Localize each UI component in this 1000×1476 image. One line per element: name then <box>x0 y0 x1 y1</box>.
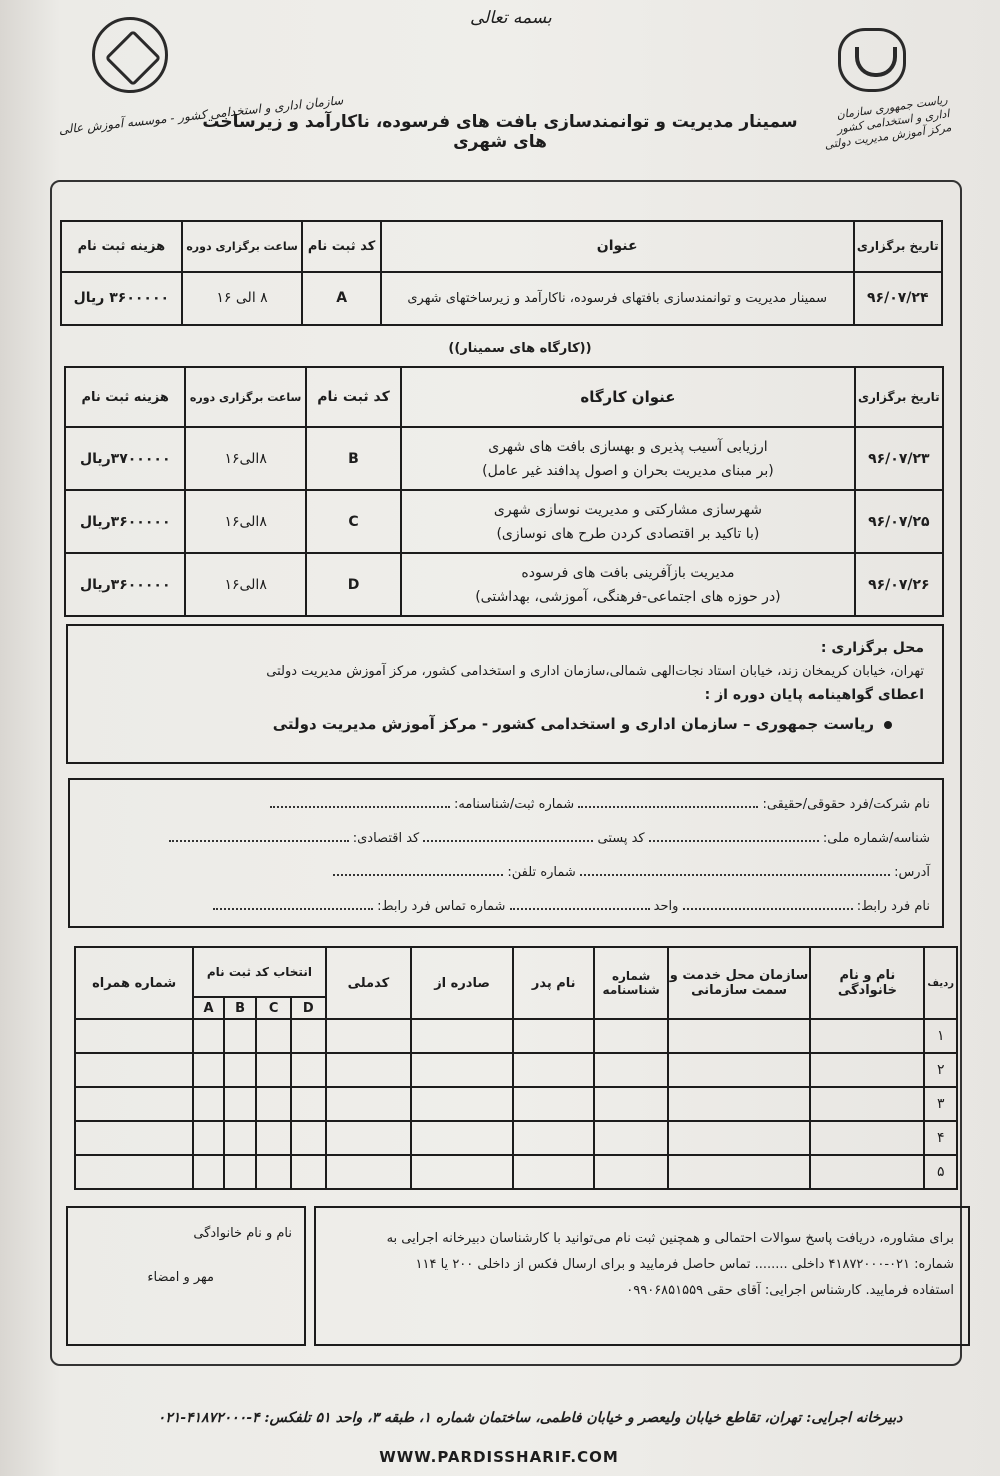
header-title: عنوان <box>381 221 854 272</box>
header-full-name: نام و نام خانوادگی <box>810 947 924 1019</box>
workshops-heading: ((کارگاه های سمینار)) <box>448 341 592 356</box>
signer-name-label: نام و نام خانوادگی <box>193 1226 292 1241</box>
ws-title <box>401 490 855 553</box>
cell-full-name[interactable] <box>810 1019 924 1053</box>
company-name-label: نام شرکت/فرد حقوقی/حقیقی: <box>762 797 930 812</box>
ws-code: B <box>306 427 401 490</box>
table-row <box>65 490 943 553</box>
ws-header-title: عنوان کارگاه <box>401 367 855 427</box>
cell-code-c[interactable] <box>256 1053 291 1087</box>
cell-father-name[interactable] <box>513 1121 594 1155</box>
secretariat-address: دبیرخانه اجرایی: تهران، تقاطع خیابان ولیعصر و خیابان فاطمی، ساختمان شماره ۱، طبقه ۳، واحد ۵۱ تلفکس: ۴-۴۱۸۷۲۰۰۰-۰۲۱ <box>157 1410 903 1426</box>
national-id-line <box>169 830 930 846</box>
header-fee: هزینه ثبت نام <box>61 221 182 272</box>
header-code: کد ثبت نام <box>302 221 380 272</box>
national-id-field[interactable] <box>649 830 819 842</box>
cell-code-a[interactable] <box>193 1053 224 1087</box>
contact-info-box <box>314 1206 970 1346</box>
cell-code-a[interactable] <box>193 1019 224 1053</box>
header-select-code: انتخاب کد ثبت نام <box>193 947 325 997</box>
contact-line-3: استفاده فرمایید. کارشناس اجرایی: آقای حقی ۰۹۹۰۶۸۵۱۵۵۹ <box>626 1283 954 1298</box>
cell-mobile[interactable] <box>75 1121 193 1155</box>
table-row <box>65 553 943 616</box>
cell-id-number[interactable] <box>594 1121 667 1155</box>
header-organization: سازمان محل خدمت و سمت سازمانی <box>668 947 811 1019</box>
row-number: ۳ <box>924 1087 957 1121</box>
government-logo <box>838 28 906 92</box>
seminar-hours: ۸ الی ۱۶ <box>182 272 303 325</box>
cell-father-name[interactable] <box>513 1019 594 1053</box>
header-row-number: ردیف <box>924 947 957 1019</box>
header-hours: ساعت برگزاری دوره <box>182 221 303 272</box>
contact-phone-label: شماره تماس فرد رابط: <box>377 899 506 914</box>
seminar-date: ۹۶/۰۷/۲۴ <box>854 272 943 325</box>
certificate-issuer-item <box>86 715 892 733</box>
cell-code-b[interactable] <box>224 1155 257 1189</box>
seminar-name: سمینار مدیریت و توانمندسازی بافتهای فرسوده، ناکارآمد و زیرساختهای شهری <box>381 272 854 325</box>
signature-box[interactable] <box>66 1206 306 1346</box>
seminar-title: سمینار مدیریت و توانمندسازی بافت های فرسوده، ناکارآمد و زیرساخت های شهری <box>202 112 798 152</box>
seminar-fee: ۳۶۰۰۰۰۰ ریال <box>61 272 182 325</box>
cell-code-a[interactable] <box>193 1087 224 1121</box>
cell-code-b[interactable] <box>224 1053 257 1087</box>
header-father-name: نام پدر <box>513 947 594 1019</box>
code-c-header: C <box>256 997 291 1019</box>
ws-title-line2: (با تاکید بر اقتصادی کردن طرح های نوسازی) <box>496 525 760 542</box>
company-name-field[interactable] <box>578 796 758 808</box>
contact-line-1: برای مشاوره، دریافت پاسخ سوالات احتمالی و همچنین ثبت نام می‌توانید با کارشناسان دبیرخانه اجرایی به <box>386 1231 954 1246</box>
participants-table <box>74 946 958 1190</box>
cell-code-c[interactable] <box>256 1155 291 1189</box>
company-name-line <box>270 796 930 812</box>
ws-code: C <box>306 490 401 553</box>
row-number: ۵ <box>924 1155 957 1189</box>
university-logo <box>92 17 168 93</box>
cell-issued-from[interactable] <box>411 1155 513 1189</box>
registration-number-field[interactable] <box>270 796 450 808</box>
cell-national-code[interactable] <box>326 1019 412 1053</box>
ws-header-hours: ساعت برگزاری دوره <box>185 367 305 427</box>
cell-code-b[interactable] <box>224 1087 257 1121</box>
address-field[interactable] <box>580 864 890 876</box>
cell-id-number[interactable] <box>594 1053 667 1087</box>
registration-number-label: شماره ثبت/شناسنامه: <box>454 797 575 812</box>
cell-issued-from[interactable] <box>411 1121 513 1155</box>
cell-code-b[interactable] <box>224 1019 257 1053</box>
cell-code-d[interactable] <box>291 1121 326 1155</box>
cell-father-name[interactable] <box>513 1087 594 1121</box>
cell-id-number[interactable] <box>594 1019 667 1053</box>
ws-fee: ۳۷۰۰۰۰۰ریال <box>65 427 185 490</box>
national-id-label: شناسه/شماره ملی: <box>822 831 930 846</box>
economic-code-field[interactable] <box>169 830 349 842</box>
table-row <box>75 1087 957 1121</box>
bismillah-heading: بسمه تعالی <box>470 8 552 28</box>
certificate-issuer: ریاست جمهوری – سازمان اداری و استخدامی کشور - مرکز آموزش مدیریت دولتی <box>272 715 874 733</box>
bullet-icon <box>884 721 892 729</box>
address-label: آدرس: <box>894 865 930 880</box>
ws-hours: ۸الی۱۶ <box>185 553 305 616</box>
ws-date: ۹۶/۰۷/۲۶ <box>855 553 943 616</box>
header-date: تاریخ برگزاری <box>854 221 943 272</box>
cell-national-code[interactable] <box>326 1155 412 1189</box>
ws-date: ۹۶/۰۷/۲۳ <box>855 427 943 490</box>
workshops-table <box>64 366 944 617</box>
cell-organization[interactable] <box>668 1087 811 1121</box>
ws-code: D <box>306 553 401 616</box>
ws-hours: ۸الی۱۶ <box>185 427 305 490</box>
table-row <box>75 1155 957 1189</box>
cell-issued-from[interactable] <box>411 1053 513 1087</box>
venue-address: تهران، خیابان کریمخان زند، خیابان استاد نجات‌الهی شمالی،سازمان اداری و استخدامی کشور، مرکز آموزش مدیریت دولتی <box>266 664 924 679</box>
cell-issued-from[interactable] <box>411 1087 513 1121</box>
ws-title-line2: (بر مبنای مدیریت بحران و اصول پدافند غیر عامل) <box>482 462 774 479</box>
cell-id-number[interactable] <box>594 1155 667 1189</box>
venue-label: محل برگزاری : <box>820 640 924 656</box>
table-row <box>75 1053 957 1087</box>
cell-full-name[interactable] <box>810 1053 924 1087</box>
ws-title-line1: شهرسازی مشارکتی و مدیریت نوسازی شهری <box>493 501 762 518</box>
cell-id-number[interactable] <box>594 1087 667 1121</box>
cell-mobile[interactable] <box>75 1019 193 1053</box>
cell-national-code[interactable] <box>326 1053 412 1087</box>
cell-code-d[interactable] <box>291 1019 326 1053</box>
row-number: ۱ <box>924 1019 957 1053</box>
ws-date: ۹۶/۰۷/۲۵ <box>855 490 943 553</box>
table-row <box>75 1019 957 1053</box>
ws-hours: ۸الی۱۶ <box>185 490 305 553</box>
cell-full-name[interactable] <box>810 1155 924 1189</box>
cell-national-code[interactable] <box>326 1121 412 1155</box>
contact-line <box>213 898 930 914</box>
cell-code-a[interactable] <box>193 1155 224 1189</box>
ws-header-code: کد ثبت نام <box>306 367 401 427</box>
ws-header-fee: هزینه ثبت نام <box>65 367 185 427</box>
right-handwritten-caption: ریاست جمهوری سازمان اداری و استخدامی کشور مرکز آموزش مدیریت دولتی <box>823 93 953 152</box>
cell-father-name[interactable] <box>513 1053 594 1087</box>
postal-code-label: کد پستی <box>597 831 645 846</box>
website-link[interactable]: WWW.PARDISSHARIF.COM <box>379 1448 619 1466</box>
certificate-label: اعطای گواهینامه پایان دوره از : <box>704 687 924 703</box>
cell-issued-from[interactable] <box>411 1019 513 1053</box>
contact-line-2: شماره: ۰۲۱-۴۱۸۷۲۰۰۰ داخلی ........ تماس حاصل فرمایید و برای ارسال فکس از داخلی ۲۰۰ یا ۱۱۴ <box>415 1257 954 1272</box>
cell-organization[interactable] <box>668 1019 811 1053</box>
cell-code-c[interactable] <box>256 1087 291 1121</box>
cell-full-name[interactable] <box>810 1121 924 1155</box>
cell-organization[interactable] <box>668 1121 811 1155</box>
postal-code-field[interactable] <box>423 830 593 842</box>
row-number: ۴ <box>924 1121 957 1155</box>
ws-title-line1: مدیریت بازآفرینی بافت های فرسوده <box>521 564 735 581</box>
cell-code-d[interactable] <box>291 1053 326 1087</box>
ws-title-line2: (در حوزه های اجتماعی-فرهنگی، آموزشی، بهداشتی) <box>475 588 781 605</box>
seminar-table <box>60 220 943 326</box>
cell-code-d[interactable] <box>291 1087 326 1121</box>
ws-title <box>401 427 855 490</box>
cell-mobile[interactable] <box>75 1053 193 1087</box>
ws-header-date: تاریخ برگزاری <box>855 367 943 427</box>
phone-label: شماره تلفن: <box>507 865 576 880</box>
economic-code-label: کد اقتصادی: <box>352 831 420 846</box>
cell-code-b[interactable] <box>224 1121 257 1155</box>
header-id-number: شماره شناسنامه <box>594 947 667 1019</box>
address-line <box>333 864 930 880</box>
code-a-header: A <box>193 997 224 1019</box>
cell-full-name[interactable] <box>810 1087 924 1121</box>
left-handwritten-caption: سازمان اداری و استخدامی کشور - موسسه آموزش عالی <box>58 93 344 137</box>
phone-field[interactable] <box>333 864 503 876</box>
contact-phone-field[interactable] <box>213 898 373 910</box>
cell-mobile[interactable] <box>75 1087 193 1121</box>
contact-name-label: نام فرد رابط: <box>856 899 930 914</box>
unit-label: واحد <box>653 899 679 914</box>
cell-code-d[interactable] <box>291 1155 326 1189</box>
ws-fee: ۳۶۰۰۰۰۰ریال <box>65 490 185 553</box>
contact-name-field[interactable] <box>683 898 853 910</box>
cell-organization[interactable] <box>668 1155 811 1189</box>
venue-box <box>66 624 944 764</box>
code-d-header: D <box>291 997 326 1019</box>
ws-title <box>401 553 855 616</box>
ws-fee: ۳۶۰۰۰۰۰ریال <box>65 553 185 616</box>
cell-national-code[interactable] <box>326 1087 412 1121</box>
header-issued-from: صادره از <box>411 947 513 1019</box>
registrant-info-box <box>68 778 944 928</box>
table-row <box>75 1121 957 1155</box>
cell-organization[interactable] <box>668 1053 811 1087</box>
cell-code-a[interactable] <box>193 1121 224 1155</box>
cell-code-c[interactable] <box>256 1019 291 1053</box>
unit-field[interactable] <box>510 898 650 910</box>
cell-mobile[interactable] <box>75 1155 193 1189</box>
cell-father-name[interactable] <box>513 1155 594 1189</box>
row-number: ۲ <box>924 1053 957 1087</box>
header-mobile: شماره همراه <box>75 947 193 1019</box>
table-row <box>65 427 943 490</box>
cell-code-c[interactable] <box>256 1121 291 1155</box>
header-national-code: کدملی <box>326 947 412 1019</box>
code-b-header: B <box>224 997 257 1019</box>
seminar-code: A <box>302 272 380 325</box>
ws-title-line1: ارزیابی آسیب پذیری و بهسازی بافت های شهری <box>488 438 768 455</box>
stamp-signature-label: مهر و امضاء <box>147 1270 214 1285</box>
